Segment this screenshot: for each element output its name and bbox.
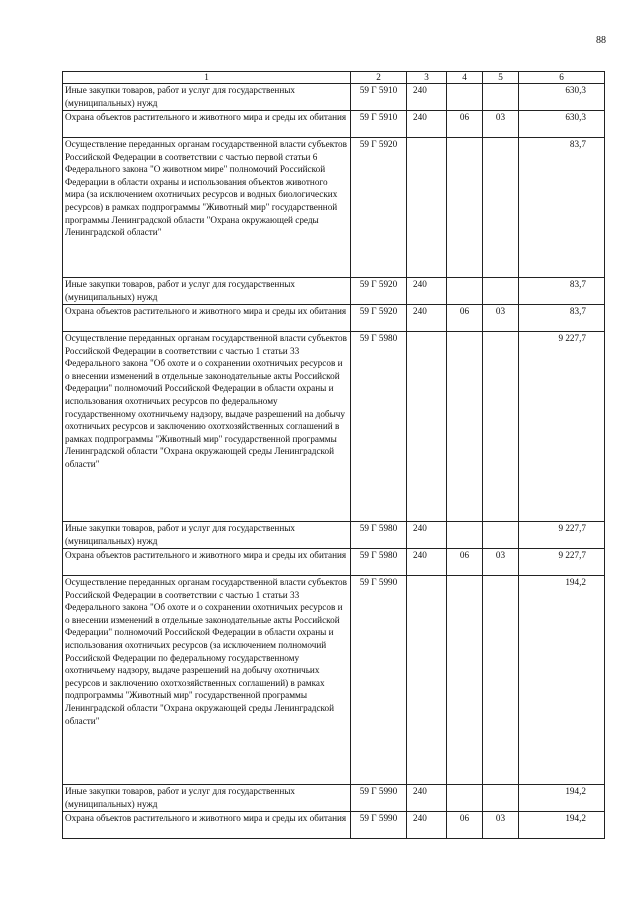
page-number: 88 (596, 35, 606, 46)
table-row (63, 522, 605, 549)
row-code: 59 Г 5910 (351, 111, 407, 138)
row-section (447, 278, 483, 305)
row-subsection (483, 278, 519, 305)
row-name: Осуществление переданных органам государственной власти субъектов Российской Федерации в соответствии с частью 1 статьи 33 Федерального закона "Об охоте и о сохранении охотничьих ресурсов и о внесении изменений в отдельные законодательные акты Российской Федерации" полномочий Российской Федерации в области охраны и использования охотничьих ресурсов (за исключением полномочий Российской Федерации по федеральному государственному охотничьему надзору, выдаче разрешений на добычу охотничьих ресурсов и заключению охотхозяйственных соглашений) в рамках подпрограммы "Животный мир" государственной программы Ленинградской области "Охрана окружающей среды Ленинградской области" (63, 576, 351, 785)
row-code: 59 Г 5980 (351, 332, 407, 522)
row-subsection: 03 (483, 111, 519, 138)
row-code: 59 Г 5920 (351, 138, 407, 278)
row-amount: 83,7 (519, 278, 605, 305)
row-amount: 194,2 (519, 785, 605, 812)
row-code: 59 Г 5910 (351, 84, 407, 111)
row-code: 59 Г 5990 (351, 576, 407, 785)
table-row (63, 138, 605, 278)
row-expense-type (407, 138, 447, 278)
row-expense-type (407, 576, 447, 785)
row-section (447, 785, 483, 812)
row-subsection: 03 (483, 305, 519, 332)
header-col-2: 2 (351, 72, 407, 84)
table-row (63, 785, 605, 812)
row-name: Осуществление переданных органам государственной власти субъектов Российской Федерации в соответствии с частью первой статьи 6 Федерального закона "О животном мире" полномочий Российской Федерации в области охраны и использования объектов животного мира (за исключением охотничьих ресурсов и водных биологических ресурсов) в рамках подпрограммы "Животный мир" государственной программы Ленинградской области "Охрана окружающей среды Ленинградской области" (63, 138, 351, 278)
header-col-6: 6 (519, 72, 605, 84)
row-subsection: 03 (483, 549, 519, 576)
row-amount: 83,7 (519, 305, 605, 332)
row-subsection (483, 785, 519, 812)
row-code: 59 Г 5980 (351, 522, 407, 549)
row-name: Иные закупки товаров, работ и услуг для государственных (муниципальных) нужд (63, 84, 351, 111)
row-amount: 83,7 (519, 138, 605, 278)
header-col-5: 5 (483, 72, 519, 84)
row-subsection (483, 84, 519, 111)
row-expense-type: 240 (407, 111, 447, 138)
row-expense-type: 240 (407, 305, 447, 332)
row-expense-type: 240 (407, 549, 447, 576)
table-row (63, 84, 605, 111)
row-section: 06 (447, 305, 483, 332)
row-section (447, 84, 483, 111)
row-name: Иные закупки товаров, работ и услуг для государственных (муниципальных) нужд (63, 278, 351, 305)
row-expense-type: 240 (407, 812, 447, 839)
row-code: 59 Г 5980 (351, 549, 407, 576)
table-row (63, 278, 605, 305)
header-col-1: 1 (63, 72, 351, 84)
row-section (447, 576, 483, 785)
row-amount: 630,3 (519, 84, 605, 111)
row-code: 59 Г 5920 (351, 278, 407, 305)
row-amount: 9 227,7 (519, 549, 605, 576)
row-name: Охрана объектов растительного и животного мира и среды их обитания (63, 305, 351, 332)
row-section: 06 (447, 549, 483, 576)
row-section (447, 522, 483, 549)
row-code: 59 Г 5920 (351, 305, 407, 332)
budget-table (62, 71, 605, 839)
row-subsection (483, 576, 519, 785)
row-expense-type: 240 (407, 278, 447, 305)
row-name: Охрана объектов растительного и животного мира и среды их обитания (63, 812, 351, 839)
header-col-3: 3 (407, 72, 447, 84)
row-section (447, 138, 483, 278)
row-section: 06 (447, 812, 483, 839)
table-row (63, 576, 605, 785)
row-expense-type: 240 (407, 785, 447, 812)
row-amount: 630,3 (519, 111, 605, 138)
table-header-row (63, 72, 605, 84)
table-row (63, 111, 605, 138)
table-row (63, 332, 605, 522)
row-code: 59 Г 5990 (351, 812, 407, 839)
row-expense-type: 240 (407, 522, 447, 549)
header-col-4: 4 (447, 72, 483, 84)
row-subsection: 03 (483, 812, 519, 839)
row-name: Охрана объектов растительного и животного мира и среды их обитания (63, 111, 351, 138)
row-section: 06 (447, 111, 483, 138)
row-name: Иные закупки товаров, работ и услуг для государственных (муниципальных) нужд (63, 522, 351, 549)
row-name: Осуществление переданных органам государственной власти субъектов Российской Федерации в соответствии с частью 1 статьи 33 Федерального закона "Об охоте и о сохранении охотничьих ресурсов и о внесении изменений в отдельные законодательные акты Российской Федерации" полномочий Российской Федерации в области охраны и использования охотничьих ресурсов по федеральному государственному охотничьему надзору, выдаче разрешений на добычу охотничьих ресурсов и заключению охотхозяйственных соглашений в рамках подпрограммы "Животный мир" государственной программы Ленинградской области "Охрана окружающей среды Ленинградской области" (63, 332, 351, 522)
row-code: 59 Г 5990 (351, 785, 407, 812)
row-name: Охрана объектов растительного и животного мира и среды их обитания (63, 549, 351, 576)
table-row (63, 812, 605, 839)
row-amount: 9 227,7 (519, 332, 605, 522)
row-section (447, 332, 483, 522)
row-amount: 194,2 (519, 812, 605, 839)
row-expense-type: 240 (407, 84, 447, 111)
row-name: Иные закупки товаров, работ и услуг для государственных (муниципальных) нужд (63, 785, 351, 812)
table-row (63, 305, 605, 332)
row-subsection (483, 138, 519, 278)
table-row (63, 549, 605, 576)
row-subsection (483, 522, 519, 549)
row-expense-type (407, 332, 447, 522)
row-amount: 9 227,7 (519, 522, 605, 549)
row-subsection (483, 332, 519, 522)
row-amount: 194,2 (519, 576, 605, 785)
